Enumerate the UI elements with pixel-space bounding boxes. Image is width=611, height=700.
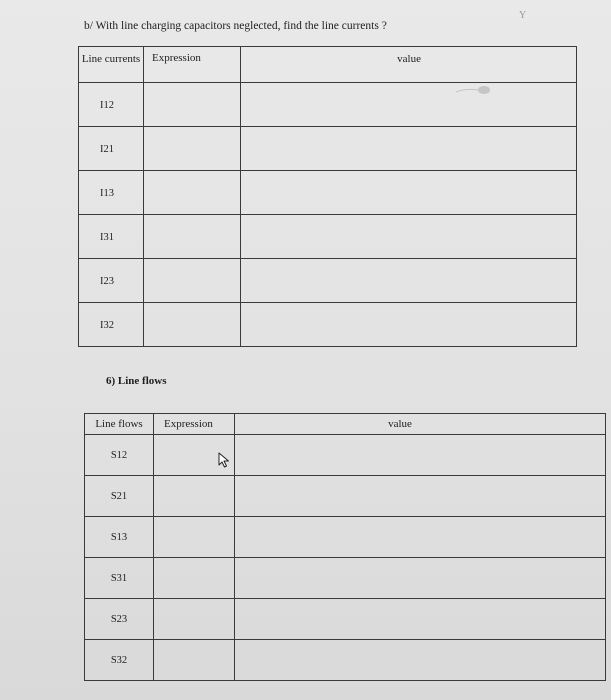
line-flows-table (84, 413, 606, 681)
header-line-currents: Line currents (81, 53, 141, 65)
table-row (85, 599, 606, 640)
header-value: value (388, 418, 412, 430)
table-row (79, 303, 577, 347)
table-header-row (85, 414, 606, 435)
row-label-cell (85, 476, 154, 517)
row-label: I23 (100, 275, 114, 287)
row-label: I21 (100, 143, 114, 155)
table-row (85, 435, 606, 476)
expression-cell[interactable] (144, 171, 241, 215)
value-cell[interactable] (235, 599, 606, 640)
row-label-cell (85, 599, 154, 640)
row-label-cell (85, 517, 154, 558)
table-row (85, 517, 606, 558)
line-currents-table (78, 46, 577, 347)
header-expression: Expression (152, 52, 201, 64)
table-row (85, 640, 606, 681)
expression-cell[interactable] (154, 558, 235, 599)
value-cell[interactable] (235, 558, 606, 599)
row-label: S23 (110, 614, 128, 625)
value-cell[interactable] (241, 259, 577, 303)
table-row (79, 171, 577, 215)
section-title-line-flows: 6) Line flows (106, 375, 167, 387)
expression-cell[interactable] (144, 303, 241, 347)
value-cell[interactable] (241, 215, 577, 259)
value-cell[interactable] (235, 476, 606, 517)
question-heading: b/ With line charging capacitors neglected, find the line currents ? (84, 20, 387, 32)
row-label-cell (85, 435, 154, 476)
table-row (85, 558, 606, 599)
header-value: value (397, 53, 421, 65)
expression-cell[interactable] (144, 215, 241, 259)
header-expression: Expression (164, 418, 213, 430)
row-label-cell (79, 303, 144, 347)
row-label: I31 (100, 231, 114, 243)
table-row (79, 215, 577, 259)
value-cell[interactable] (235, 435, 606, 476)
table-row (79, 83, 577, 127)
expression-cell[interactable] (154, 640, 235, 681)
row-label-cell (79, 127, 144, 171)
expression-cell[interactable] (154, 517, 235, 558)
ink-smudge-icon (454, 84, 492, 96)
row-label: S31 (110, 573, 128, 584)
mouse-cursor-icon (218, 452, 230, 468)
table-header-row (79, 47, 577, 83)
corner-mark: Y (519, 10, 527, 21)
table-row (85, 476, 606, 517)
row-label-cell (85, 640, 154, 681)
row-label: S13 (110, 532, 128, 543)
value-cell[interactable] (241, 83, 577, 127)
header-cell (241, 47, 577, 83)
table-row (79, 127, 577, 171)
header-cell (144, 47, 241, 83)
row-label: I13 (100, 187, 114, 199)
expression-cell[interactable] (144, 127, 241, 171)
value-cell[interactable] (235, 640, 606, 681)
expression-cell[interactable] (144, 259, 241, 303)
row-label: I32 (100, 319, 114, 331)
table-row (79, 259, 577, 303)
row-label: I12 (100, 99, 114, 111)
row-label-cell (79, 215, 144, 259)
row-label-cell (79, 83, 144, 127)
row-label-cell (79, 171, 144, 215)
row-label: S12 (110, 450, 128, 461)
value-cell[interactable] (235, 517, 606, 558)
header-cell (235, 414, 606, 435)
row-label-cell (79, 259, 144, 303)
expression-cell[interactable] (154, 476, 235, 517)
header-line-flows: Line flows (95, 418, 143, 430)
value-cell[interactable] (241, 171, 577, 215)
header-cell (79, 47, 144, 83)
row-label: S21 (110, 491, 128, 502)
value-cell[interactable] (241, 303, 577, 347)
row-label: S32 (110, 655, 128, 666)
header-cell (85, 414, 154, 435)
value-cell[interactable] (241, 127, 577, 171)
expression-cell[interactable] (144, 83, 241, 127)
row-label-cell (85, 558, 154, 599)
expression-cell[interactable] (154, 599, 235, 640)
